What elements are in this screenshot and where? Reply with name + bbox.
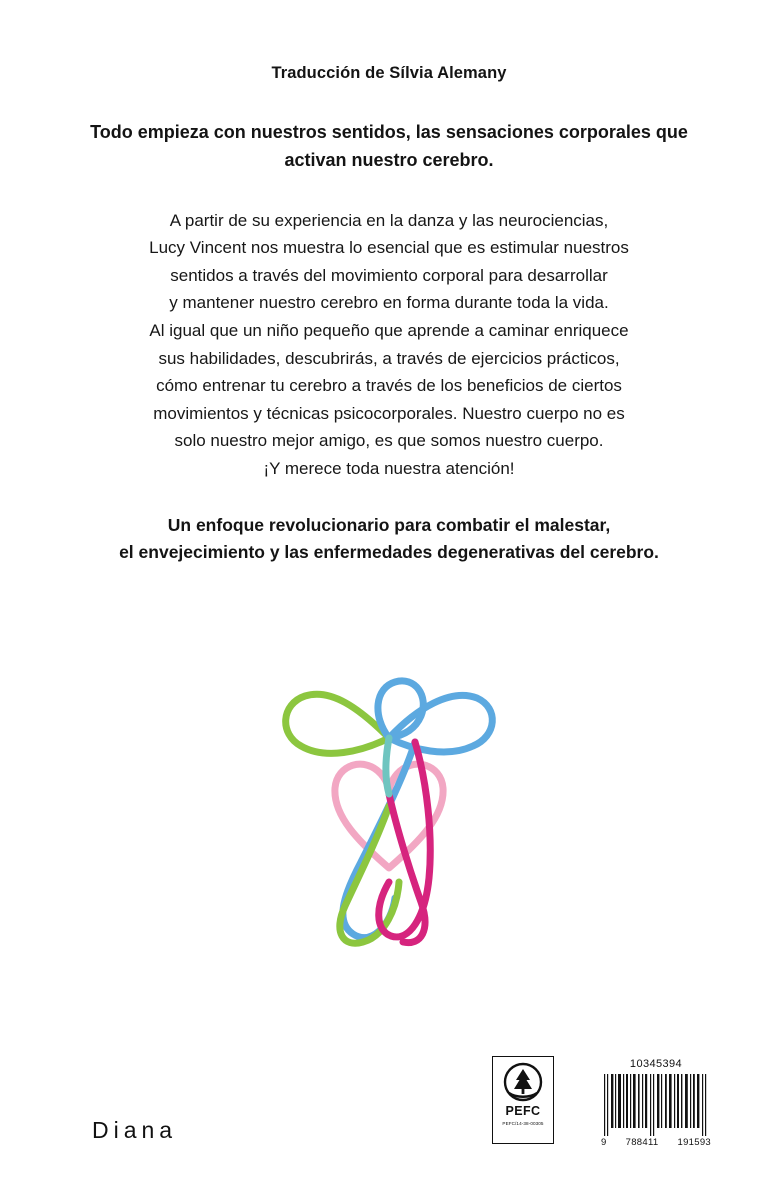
barcode-numbers xyxy=(600,1137,712,1148)
pefc-tree-icon xyxy=(503,1062,543,1102)
body-line: movimientos y técnicas psicocorporales. Nuestro cuerpo no es xyxy=(153,403,625,423)
back-cover-text-block xyxy=(60,62,718,566)
barcode-digit-group-1: 788411 xyxy=(625,1137,659,1148)
barcode-block xyxy=(600,1058,712,1148)
barcode-digit-group-2: 191593 xyxy=(677,1137,711,1148)
barcode-top-number: 10345394 xyxy=(629,1058,683,1070)
pefc-certification-mark xyxy=(492,1056,554,1144)
dancing-figure-heart-logo xyxy=(0,620,778,980)
body-paragraph xyxy=(60,207,718,482)
center-accent xyxy=(386,738,389,794)
tagline xyxy=(60,512,718,566)
pefc-label: PEFC xyxy=(505,1104,541,1118)
tagline-line: Un enfoque revolucionario para combatir el malestar, xyxy=(167,515,611,536)
dancing-figure-svg xyxy=(239,630,539,970)
lead-paragraph: Todo empieza con nuestros sentidos, las sensaciones corporales que activan nuestro cerebro. xyxy=(90,122,688,170)
body-line: sus habilidades, descubrirás, a través de ejercicios prácticos, xyxy=(158,348,620,368)
publisher-imprint: Diana xyxy=(92,1117,178,1143)
left-arm-loop xyxy=(286,694,389,753)
pefc-code: PEFC/14-38-00305 xyxy=(502,1121,544,1126)
body-line: y mantener nuestro cerebro en forma durante toda la vida. xyxy=(169,293,609,313)
body-line: Al igual que un niño pequeño que aprende a caminar enriquece xyxy=(149,321,629,340)
barcode-bars xyxy=(600,1074,712,1136)
right-arm-loop xyxy=(389,695,492,752)
body-line: cómo entrenar tu cerebro a través de los beneficios de ciertos xyxy=(156,376,622,396)
tagline-line: el envejecimiento y las enfermedades degenerativas del cerebro. xyxy=(119,542,659,563)
body-line: ¡Y merece toda nuestra atención! xyxy=(263,458,515,478)
translator-credit: Traducción de Sílvia Alemany xyxy=(271,64,507,82)
body-line: solo nuestro mejor amigo, es que somos nuestro cuerpo. xyxy=(174,431,604,451)
body-line: sentidos a través del movimiento corporal para desarrollar xyxy=(170,265,608,285)
body-line: A partir de su experiencia en la danza y las neurociencias, xyxy=(169,210,609,230)
barcode-left-digit: 9 xyxy=(601,1137,607,1148)
body-line: Lucy Vincent nos muestra lo esencial que es estimular nuestros xyxy=(149,238,629,258)
